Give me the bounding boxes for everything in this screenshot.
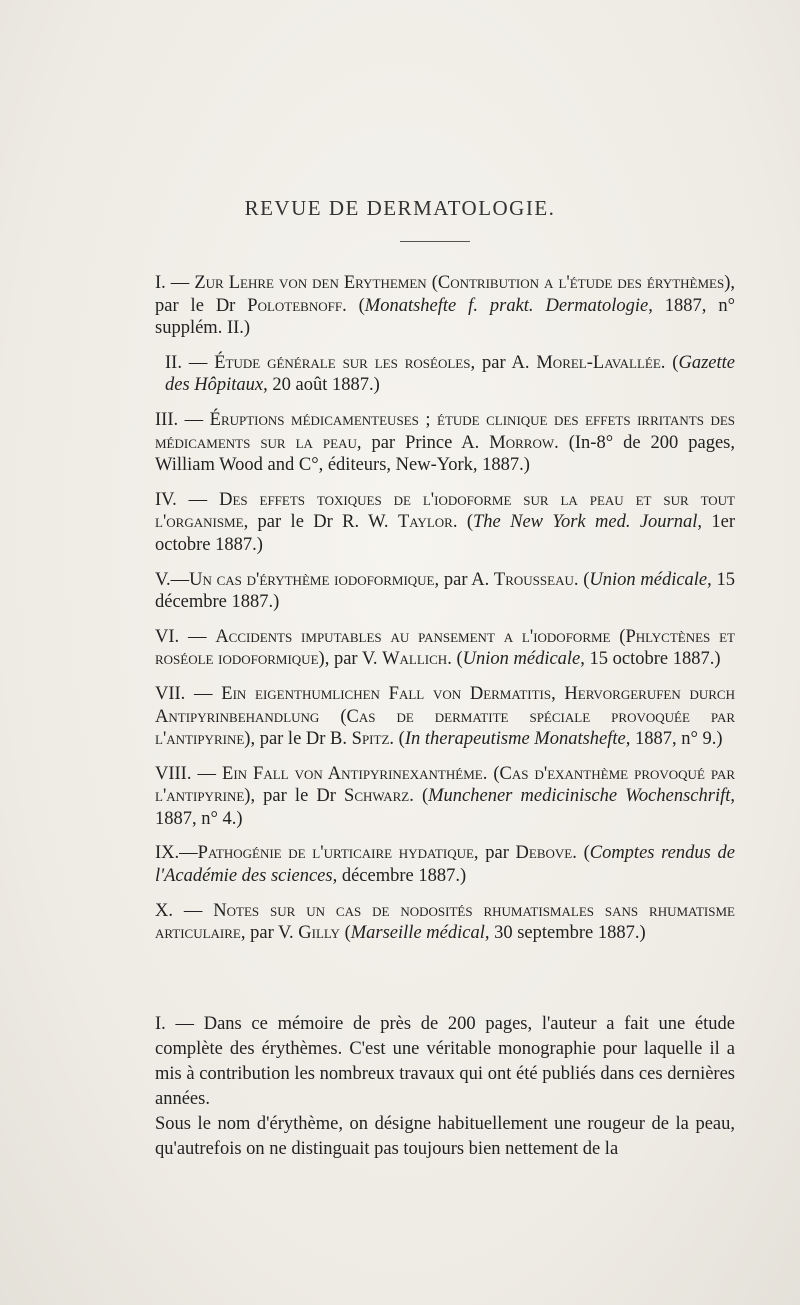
reference-author-prefix: , par A. xyxy=(434,569,494,590)
reference-source-suffix: , 1887, n° 9.) xyxy=(625,729,723,750)
reference-source: Marseille médical xyxy=(350,923,485,944)
reference-author: Morrow xyxy=(489,432,555,453)
reference-source-suffix: , 1er octobre 1887.) xyxy=(155,512,736,555)
reference-author-prefix: , par le Dr xyxy=(250,786,345,807)
reference-item xyxy=(155,352,735,397)
reference-number: II. — xyxy=(165,352,215,373)
reference-title: Pathogénie de l'urticaire hydatique xyxy=(197,843,474,864)
reference-source-suffix: , 15 octobre 1887.) xyxy=(580,649,721,670)
reference-source: Gazette des Hôpitaux xyxy=(165,352,735,396)
body-paragraph: I. — Dans ce mémoire de près de 200 pages, l'auteur a fait une étude complète des érythèmes. C'est une véritable monographie pour laquelle il a mis à contribution les nombreux travaux qui ont été publiés dans ces dernières années. xyxy=(155,1014,735,1109)
reference-author-prefix: , par xyxy=(473,843,516,864)
reference-source-suffix: , 20 août 1887.) xyxy=(263,375,380,396)
reference-author: Morel-Lavallée xyxy=(536,352,661,373)
reference-author-prefix: , par A. xyxy=(470,352,537,373)
reference-source-prefix: . ( xyxy=(342,295,365,316)
reference-item xyxy=(155,272,735,340)
reference-source-suffix: , 30 septembre 1887.) xyxy=(484,923,646,944)
page-title: REVUE DE DERMATOLOGIE. xyxy=(244,196,556,220)
reference-number: IX.— xyxy=(155,843,198,864)
reference-source-suffix: , 1887, n° supplém. II.) xyxy=(155,295,735,339)
reference-author: Taylor xyxy=(397,512,453,533)
reference-author: Gilly xyxy=(298,923,340,944)
reference-source-suffix: , 15 décembre 1887.) xyxy=(155,569,736,613)
reference-item xyxy=(155,842,735,887)
reference-author: Schwarz xyxy=(344,786,410,807)
reference-list xyxy=(155,272,735,957)
reference-source-prefix: . ( xyxy=(389,729,405,750)
reference-item xyxy=(155,900,735,945)
reference-item xyxy=(155,569,735,614)
reference-source: Union médicale xyxy=(462,649,581,670)
reference-title: Ein eigenthumlichen Fall von Dermatitis, Hervorgerufen durch Antipyrinbehandlung (Cas de dermatite spéciale provoquée par l'antipyrine) xyxy=(155,683,735,750)
reference-source: In therapeutisme Monatshefte xyxy=(404,729,626,750)
reference-author-prefix: , par le Dr xyxy=(155,273,735,316)
reference-item xyxy=(155,626,735,671)
reference-author-prefix: , par V. xyxy=(240,923,299,944)
reference-source: Munchener medicinische Wochenschrift xyxy=(428,786,731,807)
reference-source-suffix: , décembre 1887.) xyxy=(332,866,467,887)
reference-author: Spitz xyxy=(351,729,390,750)
reference-author: Wallich xyxy=(382,649,448,670)
reference-item xyxy=(155,489,735,557)
reference-author: Trousseau xyxy=(493,569,574,590)
reference-source-prefix: . (In-8° de 200 pages, William Wood and C°, éditeurs, New-York, 1887.) xyxy=(155,432,735,476)
reference-title: Un cas d'érythème iodoformique xyxy=(189,569,435,590)
reference-number: VI. — xyxy=(155,626,216,647)
reference-author-prefix: , par V. xyxy=(324,649,383,670)
reference-number: V.— xyxy=(155,569,190,590)
reference-author: Polotebnoff xyxy=(247,295,343,316)
reference-author-prefix: , par Prince A. xyxy=(356,432,490,453)
reference-source-suffix: , 1887, n° 4.) xyxy=(155,786,735,829)
reference-number: VII. — xyxy=(155,683,222,704)
reference-source: Comptes rendus de l'Académie des sciences xyxy=(155,843,735,887)
reference-author-prefix: , par le Dr B. xyxy=(250,729,352,750)
reference-author-prefix: , par le Dr R. W. xyxy=(243,512,398,533)
reference-item xyxy=(155,683,735,751)
reference-title: Éruptions médicamenteuses ; étude clinique des effets irritants des médicaments sur la peau xyxy=(155,409,736,453)
reference-number: X. — xyxy=(155,900,214,921)
reference-number: IV. — xyxy=(155,489,220,510)
reference-source-prefix: . ( xyxy=(409,786,429,807)
reference-number: I. — xyxy=(155,273,195,293)
reference-source: Monatshefte f. prakt. Dermatologie xyxy=(364,295,649,316)
reference-number: III. — xyxy=(155,409,210,430)
reference-author: Debove xyxy=(515,843,573,864)
body-text xyxy=(155,1012,735,1162)
reference-source-prefix: ( xyxy=(339,923,351,944)
reference-title: Notes sur un cas de nodosités rhumatismales sans rhumatisme articulaire xyxy=(155,900,735,944)
reference-title: Accidents imputables au pansement a l'iodoforme (Phlyctènes et roséole iodoformique) xyxy=(155,626,735,670)
reference-source: The New York med. Journal xyxy=(473,512,698,533)
reference-title: Étude générale sur les roséoles xyxy=(214,352,471,373)
reference-number: VIII. — xyxy=(155,763,223,784)
reference-item xyxy=(155,763,735,831)
reference-source-prefix: . ( xyxy=(447,649,463,670)
reference-item xyxy=(155,409,735,477)
reference-source-prefix: . ( xyxy=(660,352,679,373)
reference-source-prefix: . ( xyxy=(572,843,590,864)
reference-source-prefix: . ( xyxy=(573,569,590,590)
reference-source: Union médicale xyxy=(589,569,708,590)
reference-title: Ein Fall von Antipyrinexanthéme. (Cas d'exanthème provoqué par l'antipyrine) xyxy=(155,763,736,807)
title-divider xyxy=(400,241,470,242)
body-paragraph: Sous le nom d'érythème, on désigne habituellement une rougeur de la peau, qu'autrefois on ne distinguait pas toujours bien nettement de la xyxy=(155,1114,735,1159)
reference-source-prefix: . ( xyxy=(452,512,473,533)
reference-title: Zur Lehre von den Erythemen (Contribution a l'étude des érythèmes) xyxy=(194,273,731,293)
reference-title: Des effets toxiques de l'iodoforme sur la peau et sur tout l'organisme xyxy=(155,489,735,533)
